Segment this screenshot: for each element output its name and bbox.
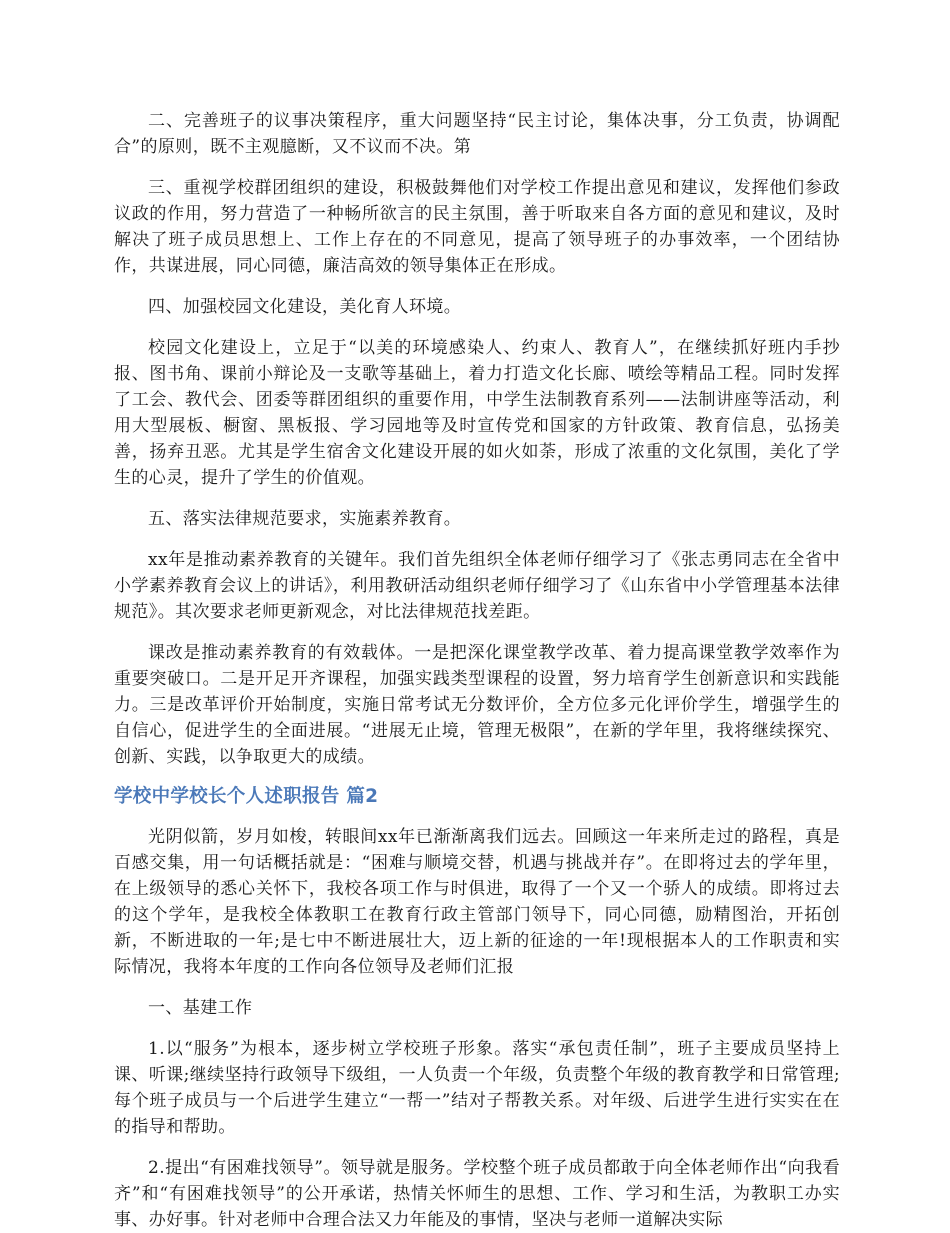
paragraph-infrastructure-title: 一、基建工作 [148,998,253,1018]
paragraph-service-first: 1.以“服务”为根本，逐步树立学校班子形象。落实“承包责任制”，班子主要成员坚持上课、听课;继续坚持行政领导下级组，一人负责一个年级，负责整个年级的教育教学和日常管理;每个班子成员与一个后进学生建立“一帮一”结对子帮教关系。对年级、后进学生进行实实在在的指导和帮助。 [114,1039,840,1137]
paragraph-find-leaders: 2.提出“有困难找领导”。领导就是服务。学校整个班子成员都敢于向全体老师作出“向我看齐”和“有困难找领导”的公开承诺，热情关怀师生的思想、工作、学习和生活，为教职工办实事、办好事。针对老师中合理合法又力年能及的事情，坚决与老师一道解决实际 [114,1158,840,1230]
paragraph-campus-culture: 校园文化建设上，立足于“以美的环境感染人、约束人、教育人”，在继续抓好班内手抄报、图书角、课前小辩论及一支歌等基础上，着力打造文化长廊、喷绘等精品工程。同时发挥了工会、教代会、团委等群团组织的重要作用，中学生法制教育系列——法制讲座等活动，利用大型展板、橱窗、黑板报、学习园地等及时宣传党和国家的方针政策、教育信息，弘扬美善，扬弃丑恶。尤其是学生宿舍文化建设开展的如火如荼，形成了浓重的文化氛围，美化了学生的心灵，提升了学生的价值观。 [114,338,840,488]
section-heading: 学校中学校长个人述职报告 篇2 [114,786,379,807]
paragraph-curriculum-reform: 课改是推动素养教育的有效载体。一是把深化课堂教学改革、着力提高课堂教学效率作为重要突破口。二是开足开齐课程，加强实践类型课程的设置，努力培育学生创新意识和实践能力。三是改革评价开始制度，实施日常考试无分数评价，全方位多元化评价学生，增强学生的自信心，促进学生的全面进展。“进展无止境，管理无极限”，在新的学年里，我将继续探究、创新、实践，以争取更大的成绩。 [114,643,840,767]
document-page [114,108,840,1233]
paragraph-quality-education-title: 五、落实法律规范要求，实施素养教育。 [148,509,462,529]
paragraph-year-review: 光阴似箭，岁月如梭，转眼间xx年已渐渐离我们远去。回顾这一年来所走过的路程，真是百感交集，用一句话概括就是：“困难与顺境交替，机遇与挑战并存”。在即将过去的学年里，在上级领导的悉心关怀下，我校各项工作与时俱进，取得了一个又一个骄人的成绩。即将过去的这个学年，是我校全体教职工在教育行政主管部门领导下，同心同德，励精图治，开拓创新，不断进取的一年;是七中不断进展壮大，迈上新的征途的一年!现根据本人的工作职责和实际情况，我将本年度的工作向各位领导及老师们汇报 [114,827,840,977]
paragraph-key-year: xx年是推动素养教育的关键年。我们首先组织全体老师仔细学习了《张志勇同志在全省中小学素养教育会议上的讲话》，利用教研活动组织老师仔细学习了《山东省中小学管理基本法律规范》。其次要求老师更新观念，对比法律规范找差距。 [114,550,840,622]
paragraph-decision-procedure: 二、完善班子的议事决策程序，重大问题坚持“民主讨论，集体决事，分工负责，协调配合”的原则，既不主观臆断，又不议而不决。第 [114,111,840,157]
paragraph-mass-organizations: 三、重视学校群团组织的建设，积极鼓舞他们对学校工作提出意见和建议，发挥他们参政议政的作用，努力营造了一种畅所欲言的民主氛围，善于听取来自各方面的意见和建议，及时解决了班子成员思想上、工作上存在的不同意见，提高了领导班子的办事效率，一个团结协作，共谋进展，同心同德，廉洁高效的领导集体正在形成。 [114,178,840,276]
paragraph-campus-culture-title: 四、加强校园文化建设，美化育人环境。 [148,297,462,317]
